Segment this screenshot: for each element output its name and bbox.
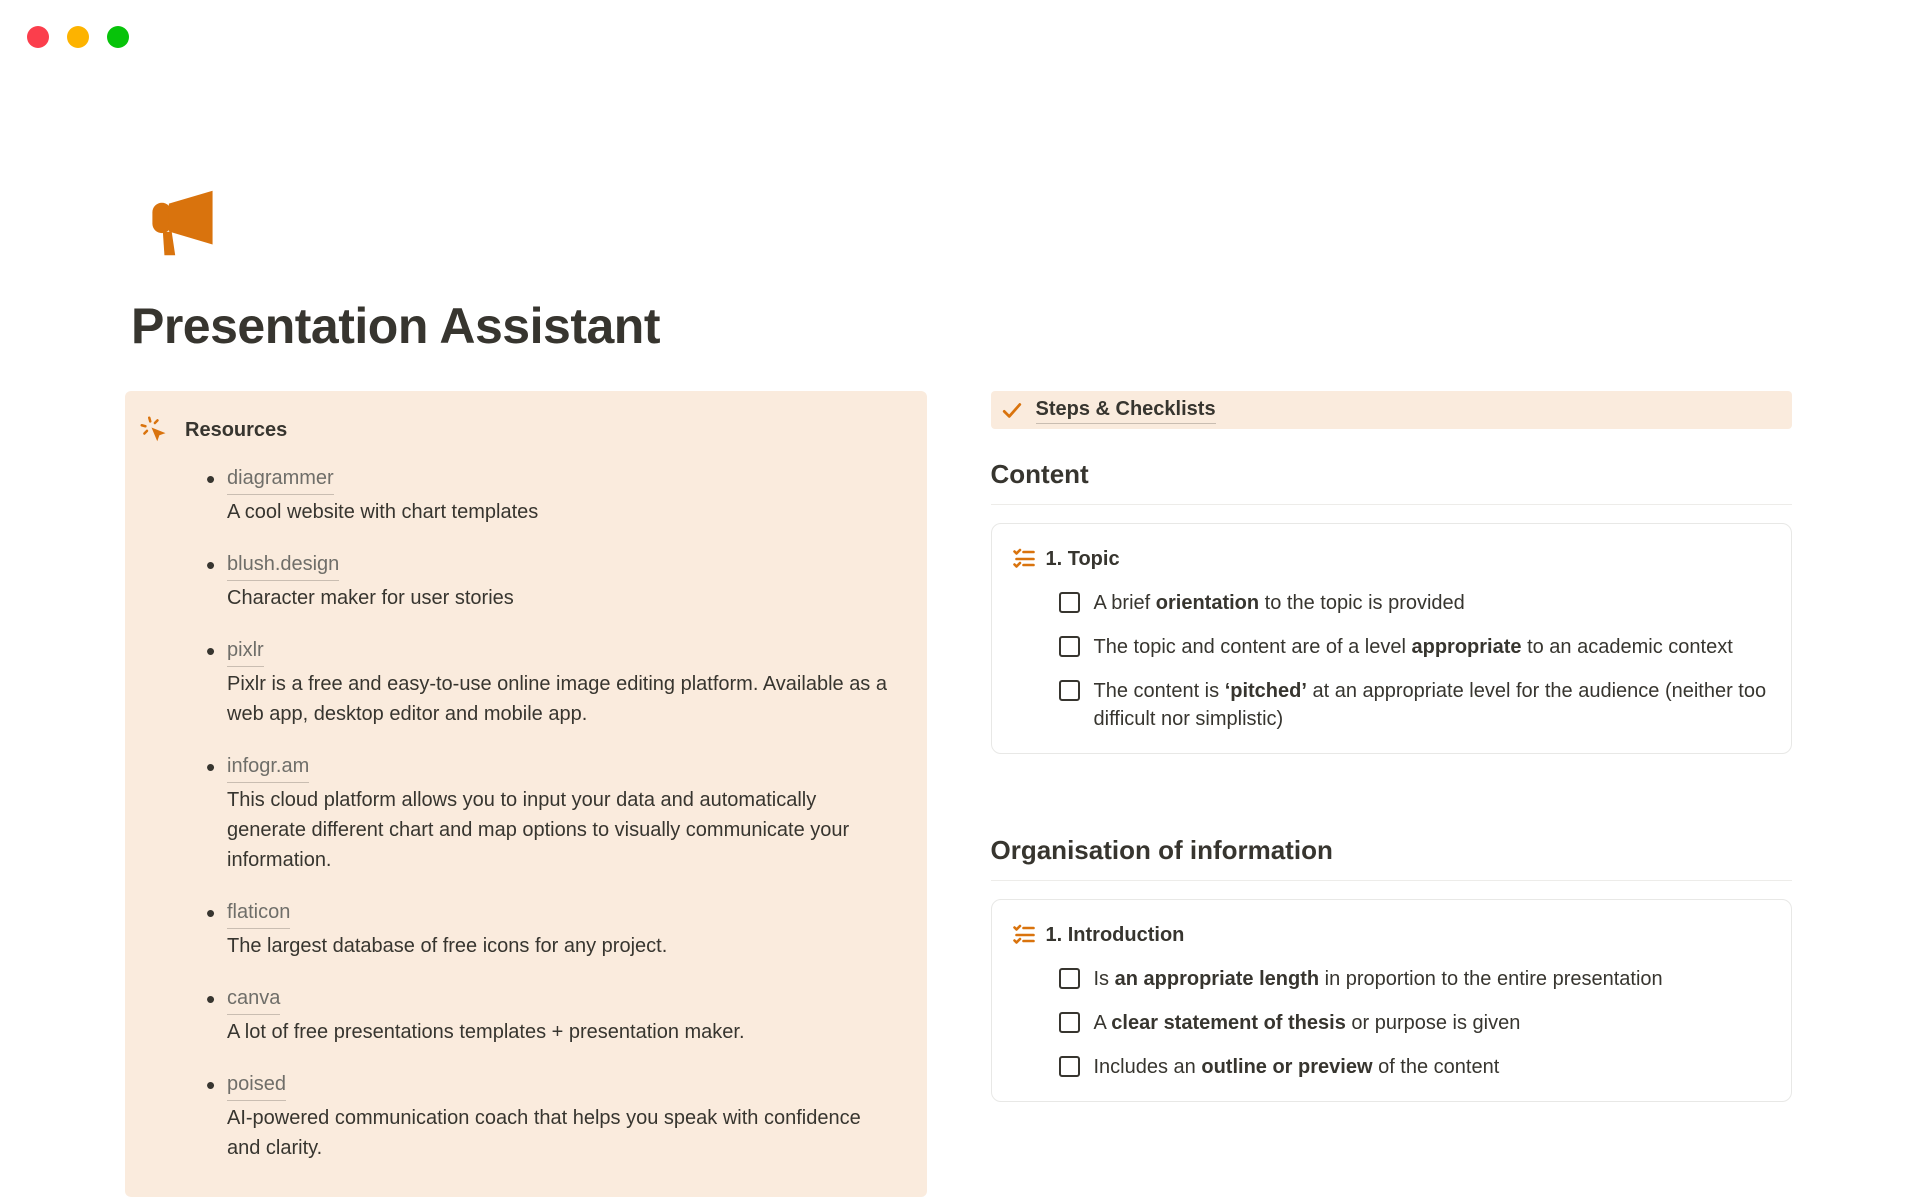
checklist-item-text: Is an appropriate length in proportion to the entire presentation: [1093, 968, 1663, 990]
resource-description: A lot of free presentations templates + presentation maker.: [227, 1021, 745, 1043]
checklist-item-text: A clear statement of thesis or purpose is given: [1093, 1012, 1521, 1034]
resource-link[interactable]: blush.design: [227, 549, 339, 581]
resource-link[interactable]: canva: [227, 983, 280, 1015]
checklist-item-text: The content is ‘pitched’ at an appropriate level for the audience (neither too difficult nor simplistic): [1093, 680, 1767, 730]
checklist-icon: [1012, 923, 1036, 947]
resource-description: A cool website with chart templates: [227, 501, 539, 523]
resource-description: The largest database of free icons for any project.: [227, 935, 668, 957]
window-controls: [27, 26, 129, 48]
checklist-item: [1059, 633, 1768, 661]
resource-link[interactable]: pixlr: [227, 635, 264, 667]
checkbox-unchecked[interactable]: [1059, 636, 1080, 657]
card-title: 1. Topic: [1045, 548, 1120, 570]
checkmark-icon: [1001, 399, 1023, 421]
checkbox-unchecked[interactable]: [1059, 592, 1080, 613]
checklist-item-text: The topic and content are of a level appropriate to an academic context: [1093, 636, 1733, 658]
checklist-item-text: Includes an outline or preview of the content: [1093, 1056, 1500, 1078]
close-button[interactable]: [27, 26, 49, 48]
checklist-item: [1059, 589, 1768, 617]
divider: [991, 504, 1793, 505]
list-item: [227, 751, 903, 875]
card-title-row: [1012, 921, 1768, 949]
left-column: [125, 391, 927, 1197]
resources-callout: [125, 391, 927, 1197]
steps-checklists-link[interactable]: Steps & Checklists: [1036, 397, 1216, 424]
list-item: [227, 1069, 903, 1163]
resource-link[interactable]: diagrammer: [227, 463, 334, 495]
checkbox-unchecked[interactable]: [1059, 1012, 1080, 1033]
checklist-items: [1059, 965, 1768, 1081]
cursor-click-icon: [139, 415, 169, 445]
checkbox-unchecked[interactable]: [1059, 968, 1080, 989]
checklist-icon: [1012, 547, 1036, 571]
resource-description: This cloud platform allows you to input your data and automatically generate different chart and map options to visually communicate your information.: [227, 789, 850, 871]
megaphone-icon[interactable]: [141, 185, 217, 261]
resource-link[interactable]: infogr.am: [227, 751, 309, 783]
resource-description: AI-powered communication coach that helps you speak with confidence and clarity.: [227, 1107, 861, 1159]
checklist-card-topic: [991, 523, 1793, 754]
two-column-layout: [125, 391, 1792, 1197]
callout-header: [139, 415, 903, 445]
steps-checklists-link-block: [991, 391, 1793, 429]
card-title: 1. Introduction: [1045, 924, 1185, 946]
page-title: Presentation Assistant: [131, 298, 660, 354]
checklist-item: [1059, 677, 1768, 733]
notion-page: [0, 185, 1920, 1197]
checklist-item-text: A brief orientation to the topic is provided: [1093, 592, 1465, 614]
right-column: [991, 391, 1793, 1102]
section-content: [991, 460, 1793, 754]
resource-description: Character maker for user stories: [227, 587, 514, 609]
checklist-items: [1059, 589, 1768, 733]
list-item: [227, 549, 903, 613]
callout-title: Resources: [185, 419, 288, 441]
section-organisation: [991, 836, 1793, 1102]
section-heading: Organisation of information: [990, 835, 1333, 865]
checklist-item: [1059, 1009, 1768, 1037]
list-item: [227, 897, 903, 961]
resource-list: [139, 463, 903, 1163]
minimize-button[interactable]: [67, 26, 89, 48]
section-heading: Content: [990, 459, 1089, 489]
checklist-item: [1059, 1053, 1768, 1081]
resource-link[interactable]: flaticon: [227, 897, 290, 929]
zoom-button[interactable]: [107, 26, 129, 48]
list-item: [227, 635, 903, 729]
resource-description: Pixlr is a free and easy-to-use online image editing platform. Available as a web app, desktop editor and mobile app.: [227, 673, 887, 725]
checkbox-unchecked[interactable]: [1059, 1056, 1080, 1077]
list-item: [227, 463, 903, 527]
checklist-card-introduction: [991, 899, 1793, 1102]
resource-link[interactable]: poised: [227, 1069, 286, 1101]
card-title-row: [1012, 545, 1768, 573]
list-item: [227, 983, 903, 1047]
divider: [991, 880, 1793, 881]
checklist-item: [1059, 965, 1768, 993]
checkbox-unchecked[interactable]: [1059, 680, 1080, 701]
